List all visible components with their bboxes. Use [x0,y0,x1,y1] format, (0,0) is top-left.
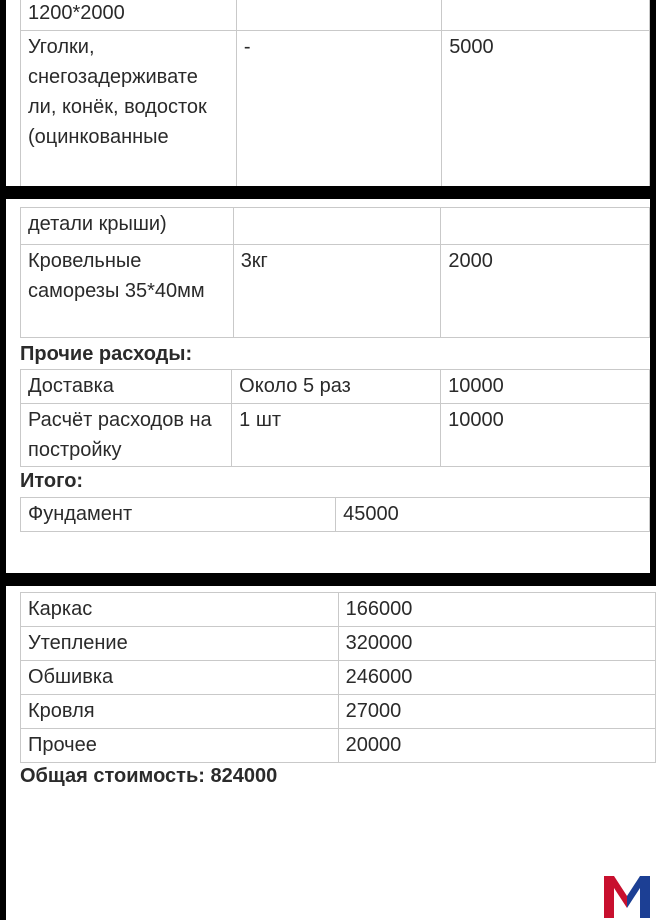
total-table-part2 [20,592,656,763]
table-cell: 320000 [338,627,655,661]
table-cell: 246000 [338,661,655,695]
table-cell: Расчёт расходов на постройку [21,404,232,467]
table-row [21,729,656,763]
page-fragment-bottom [6,586,656,920]
table-cell: Кровельные саморезы 35*40мм [21,245,234,338]
total-table-part1 [20,497,650,532]
table-cell: детали крыши) [21,208,234,245]
table-cell: Утепление [21,627,339,661]
table-cell [236,0,441,31]
table-cell: Доставка [21,370,232,404]
table-cell: Прочее [21,729,339,763]
table-row [21,370,650,404]
table-cell: 5000 [442,31,650,187]
table-row [21,245,650,338]
total-heading: Итого: [20,470,84,492]
page-fragment-top [6,0,650,186]
table-cell: 3кг [233,245,441,338]
table-row [21,498,650,532]
table-cell: Около 5 раз [232,370,441,404]
table-row [21,208,650,245]
table-cell: - [236,31,441,187]
table-cell: 1200*2000 [21,0,237,31]
grand-total: Общая стоимость: 824000 [20,765,278,787]
table-cell: Фундамент [21,498,336,532]
table-cell: 27000 [338,695,655,729]
table-cell: 10000 [441,370,650,404]
table-row [21,0,650,31]
table-cell [441,208,650,245]
table-cell: Уголки, снегозадерживате ли, конёк, водосток (оцинкованные [21,31,237,187]
table-cell: 1 шт [232,404,441,467]
table-cell: 166000 [338,593,655,627]
table-row [21,593,656,627]
table-row [21,695,656,729]
materials-table-part1 [20,0,650,186]
other-expenses-heading: Прочие расходы: [20,343,193,365]
page-fragment-middle [6,199,650,573]
table-cell: 2000 [441,245,650,338]
table-cell: Каркас [21,593,339,627]
table-cell: 45000 [336,498,650,532]
materials-table-part2 [20,207,650,338]
other-expenses-table [20,369,650,467]
table-row [21,404,650,467]
table-cell: 10000 [441,404,650,467]
m-logo-icon [602,874,652,918]
table-cell: 20000 [338,729,655,763]
table-cell [442,0,650,31]
table-cell: Кровля [21,695,339,729]
table-row [21,661,656,695]
table-cell [233,208,441,245]
table-cell: Обшивка [21,661,339,695]
table-row [21,627,656,661]
table-row [21,31,650,187]
